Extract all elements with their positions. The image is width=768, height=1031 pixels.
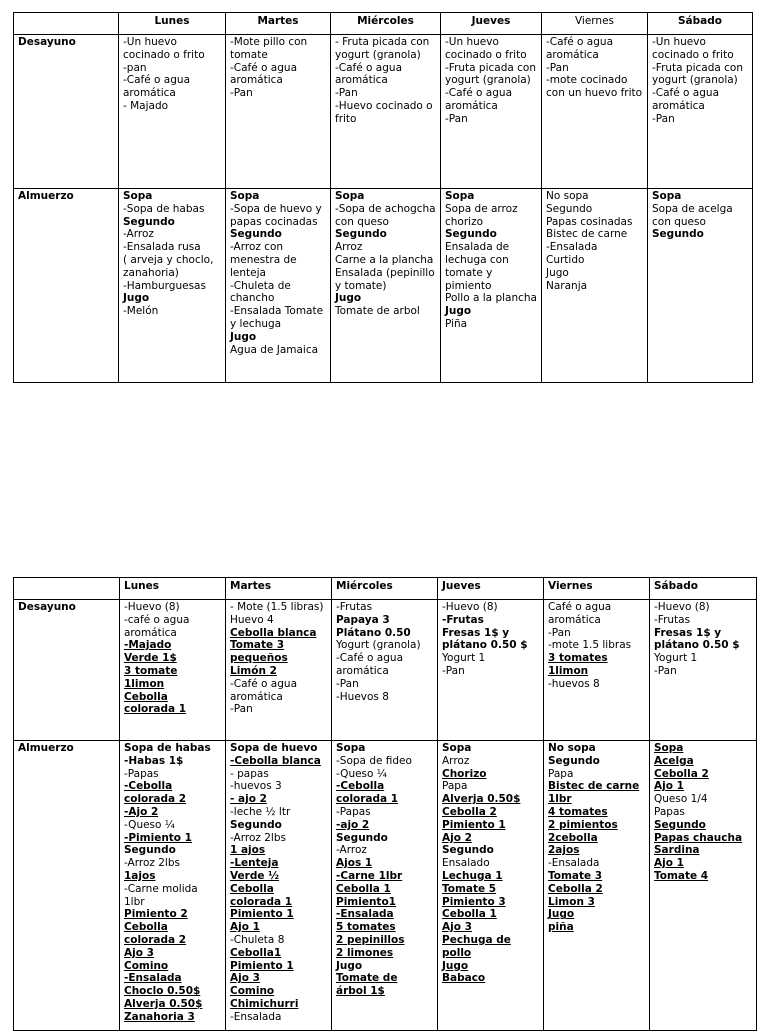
- menu-item: -Habas 1$: [124, 754, 184, 767]
- menu-item: Sopa: [123, 190, 153, 202]
- menu-item: -Pan: [548, 626, 571, 639]
- menu-item: -Ensalada: [548, 857, 600, 870]
- menu-item: -huevos 8: [548, 677, 600, 690]
- menu-item: Piña: [445, 317, 468, 330]
- menu-item: -Pan: [442, 664, 465, 677]
- menu-cell: [120, 741, 226, 1031]
- weekly-menu-table: [13, 12, 753, 383]
- menu-item: Sopa: [654, 742, 684, 754]
- menu-item: No sopa: [546, 190, 589, 202]
- menu-item: -Frutas: [654, 613, 691, 626]
- menu-item: Yogurt 1: [654, 652, 698, 665]
- menu-item: Jugo: [445, 305, 472, 318]
- menu-item: Papas cosinadas: [546, 215, 633, 228]
- menu-item: -Huevo (8): [124, 601, 180, 613]
- meal-row-desayuno: [14, 600, 757, 741]
- menu-cell: [120, 600, 226, 741]
- menu-item: -Frutas: [336, 601, 373, 613]
- menu-item: Papas: [654, 805, 685, 818]
- menu-cell: [648, 189, 753, 383]
- menu-item: Jugo: [335, 292, 362, 305]
- menu-item: Huevo 4: [230, 613, 274, 626]
- menu-item: Choclo 0.50$: [124, 985, 201, 998]
- meal-label: Desayuno: [14, 600, 120, 741]
- menu-item: Sardina: [654, 844, 700, 857]
- menu-item: -Cebolla blanca: [230, 754, 321, 767]
- menu-item: Chimichurri: [230, 997, 299, 1010]
- menu-item: Curtido: [546, 253, 585, 266]
- menu-item: 2cebolla: [548, 831, 598, 844]
- menu-item: Sopa: [336, 742, 366, 754]
- menu-item: Segundo: [124, 844, 176, 857]
- menu-item: -Papas: [336, 805, 371, 818]
- menu-item: -Mote pillo con tomate: [230, 36, 308, 61]
- menu-item: Arroz: [442, 754, 470, 767]
- menu-item: Acelga: [654, 754, 694, 767]
- menu-cell: [441, 189, 542, 383]
- day-header-jueves: Jueves: [438, 578, 544, 600]
- menu-item: 2 pepinillos: [336, 933, 405, 946]
- menu-item: Limon 3: [548, 895, 595, 908]
- menu-item: -huevos 3: [230, 780, 282, 793]
- menu-item: Pechuga de: [442, 933, 511, 946]
- day-header-miercoles: Miércoles: [332, 578, 438, 600]
- menu-item: -Sopa de fideo: [336, 754, 412, 767]
- menu-item: Cebolla: [124, 921, 168, 934]
- day-header-lunes: Lunes: [119, 13, 226, 35]
- menu-item: Ajo 1: [654, 780, 684, 793]
- meal-label: Almuerzo: [14, 741, 120, 1031]
- menu-item: Zanahoria 3: [124, 1010, 195, 1023]
- menu-cell: [438, 600, 544, 741]
- menu-item: Yogurt (granola): [336, 639, 421, 652]
- menu-item: -Pimiento 1: [124, 831, 192, 844]
- menu-item: 1lbr: [548, 793, 572, 806]
- menu-item: -Arroz con menestra de lenteja: [230, 241, 297, 279]
- menu-item: Pimiento 3: [442, 895, 506, 908]
- menu-item: -Pan: [230, 87, 253, 100]
- menu-item: Sopa: [445, 190, 475, 202]
- menu-item: Cebolla 1: [336, 882, 391, 895]
- menu-cell: [542, 35, 648, 189]
- menu-item: Limón 2: [230, 664, 277, 677]
- menu-item: -Cebolla: [336, 780, 385, 793]
- menu-item: -Fruta picada con yogurt (granola): [652, 61, 744, 87]
- menu-item: -Café o agua aromática: [546, 36, 613, 61]
- day-header-viernes: Viernes: [544, 578, 650, 600]
- meal-label: Almuerzo: [14, 189, 119, 383]
- menu-item: -pan: [123, 61, 147, 74]
- menu-item: -Pan: [230, 703, 253, 716]
- header-row: [14, 578, 757, 600]
- menu-item: -mote 1.5 libras: [548, 639, 632, 652]
- menu-item: No sopa: [548, 742, 596, 754]
- menu-item: -Carne molida 1lbr: [124, 882, 198, 908]
- menu-item: Carne a la plancha: [335, 253, 434, 266]
- menu-item: -Pan: [336, 677, 359, 690]
- menu-item: Pollo a la plancha: [445, 292, 537, 305]
- menu-item: -Pan: [335, 87, 358, 100]
- menu-item: -Arroz 2lbs: [124, 857, 180, 870]
- menu-item: colorada 1: [124, 703, 187, 716]
- menu-item: - Mote (1.5 libras): [230, 601, 324, 613]
- menu-item: 1limon: [124, 677, 165, 690]
- menu-cell: [332, 600, 438, 741]
- menu-item: Jugo: [548, 908, 575, 921]
- menu-item: -Lenteja: [230, 857, 279, 870]
- menu-cell: [438, 741, 544, 1031]
- menu-item: Ensalada (pepinillo y tomate): [335, 266, 435, 292]
- day-header-viernes: Viernes: [542, 13, 648, 35]
- menu-item: -Papas: [124, 767, 159, 780]
- menu-cell: [119, 189, 226, 383]
- menu-item: Ajo 2: [442, 831, 472, 844]
- menu-item: Segundo: [230, 818, 282, 831]
- menu-item: -Ajo 2: [124, 805, 159, 818]
- menu-item: Tomate 3: [230, 639, 285, 652]
- menu-item: colorada 1: [230, 895, 293, 908]
- day-header-lunes: Lunes: [120, 578, 226, 600]
- menu-item: Ensalado: [442, 857, 490, 870]
- menu-item: -Un huevo cocinado o frito: [445, 36, 527, 61]
- menu-item: Sopa: [652, 190, 682, 202]
- menu-item: 5 tomates: [336, 921, 396, 934]
- menu-item: -Arroz 2lbs: [230, 831, 286, 844]
- menu-item: -Huevos 8: [336, 690, 389, 703]
- menu-item: Chorizo: [442, 767, 487, 780]
- menu-item: Cebolla 2: [654, 767, 709, 780]
- menu-item: Babaco: [442, 972, 486, 985]
- menu-cell: [650, 741, 757, 1031]
- menu-item: Jugo: [546, 266, 569, 279]
- menu-item: -Arroz: [336, 844, 367, 857]
- menu-item: ( arveja y choclo, zanahoria): [123, 253, 214, 279]
- menu-item: Lechuga 1: [442, 869, 503, 882]
- menu-cell: [226, 35, 331, 189]
- menu-item: Fresas 1$ y plátano 0.50 $: [442, 626, 528, 652]
- menu-item: -Café o agua aromática: [335, 61, 402, 87]
- menu-item: Alverja 0.50$: [124, 997, 203, 1010]
- menu-item: Pimiento 2: [124, 908, 188, 921]
- menu-item: 2 pimientos: [548, 818, 618, 831]
- menu-item: Cebolla blanca: [230, 626, 317, 639]
- menu-cell: [648, 35, 753, 189]
- menu-item: -Fruta picada con yogurt (granola): [445, 61, 537, 87]
- menu-item: -Huevo (8): [442, 601, 498, 613]
- menu-item: colorada 2: [124, 933, 187, 946]
- menu-item: Ajo 3: [442, 921, 472, 934]
- menu-cell: [441, 35, 542, 189]
- meal-label: Desayuno: [14, 35, 119, 189]
- menu-item: Tomate de: [336, 972, 398, 985]
- menu-item: Sopa: [230, 190, 260, 202]
- menu-item: Verde ½: [230, 869, 280, 882]
- menu-cell: [331, 189, 441, 383]
- menu-item: colorada 2: [124, 793, 187, 806]
- menu-cell: [226, 741, 332, 1031]
- menu-item: Agua de Jamaica: [230, 343, 319, 356]
- menu-item: Comino: [124, 959, 169, 972]
- menu-item: Pimiento 1: [230, 959, 294, 972]
- menu-item: Cebolla 2: [442, 805, 497, 818]
- day-header-martes: Martes: [226, 578, 332, 600]
- menu-item: -Ensalada: [546, 241, 598, 254]
- menu-item: Cebolla1: [230, 946, 282, 959]
- menu-item: -Pan: [546, 61, 569, 74]
- menu-item: -Carne 1lbr: [336, 869, 403, 882]
- menu-item: Papa: [442, 780, 468, 793]
- menu-item: 2ajos: [548, 844, 580, 857]
- menu-item: Ajo 1: [654, 857, 684, 870]
- menu-item: Alverja 0.50$: [442, 793, 521, 806]
- menu-item: Comino: [230, 985, 275, 998]
- menu-item: -Melón: [123, 305, 159, 318]
- menu-item: Segundo: [654, 818, 706, 831]
- menu-item: - Fruta picada con yogurt (granola): [335, 36, 430, 61]
- corner-cell: [14, 13, 119, 35]
- menu-item: -Café o agua aromática: [445, 87, 512, 112]
- menu-item: -Queso ¼: [124, 818, 175, 831]
- day-header-miercoles: Miércoles: [331, 13, 441, 35]
- menu-item: Sopa: [335, 190, 365, 202]
- menu-item: -Ensalada rusa: [123, 241, 201, 254]
- menu-item: 2 limones: [336, 946, 394, 959]
- menu-cell: [544, 741, 650, 1031]
- menu-item: Pimiento1: [336, 895, 396, 908]
- menu-cell: [544, 600, 650, 741]
- menu-item: -Huevo cocinado o frito: [335, 99, 433, 125]
- menu-item: -mote cocinado con un huevo frito: [546, 74, 643, 100]
- menu-item: -Sopa de huevo y papas cocinadas: [230, 202, 322, 228]
- menu-item: Segundo: [546, 202, 593, 215]
- menu-item: -Chuleta 8: [230, 933, 285, 946]
- menu-item: -Hamburguesas: [123, 279, 206, 292]
- menu-item: -Pan: [654, 664, 677, 677]
- menu-cell: [226, 189, 331, 383]
- menu-item: -leche ½ ltr: [230, 805, 291, 818]
- menu-cell: [332, 741, 438, 1031]
- menu-item: Papa: [548, 767, 574, 780]
- menu-item: Sopa de arroz chorizo: [445, 202, 518, 228]
- meal-row-almuerzo: [14, 189, 753, 383]
- menu-item: -Café o agua aromática: [652, 87, 719, 112]
- menu-item: Cebolla 1: [442, 908, 497, 921]
- menu-cell: [331, 35, 441, 189]
- menu-item: Papaya 3: [336, 613, 390, 626]
- menu-item: Segundo: [123, 215, 175, 228]
- menu-item: pequeños: [230, 652, 288, 665]
- menu-item: Verde 1$: [124, 652, 177, 665]
- menu-item: Ajos 1: [336, 857, 373, 870]
- menu-item: Segundo: [442, 844, 494, 857]
- menu-item: 4 tomates: [548, 805, 608, 818]
- menu-item: -Cebolla: [124, 780, 173, 793]
- menu-item: Jugo: [442, 959, 469, 972]
- menu-item: -ajo 2: [336, 818, 370, 831]
- menu-item: -Café o agua aromática: [123, 74, 190, 100]
- menu-item: 3 tomates: [548, 652, 608, 665]
- shopping-list-table: [13, 577, 757, 1031]
- menu-item: Bistec de carne: [548, 780, 640, 793]
- menu-item: Pimiento 1: [442, 818, 506, 831]
- menu-item: 1 ajos: [230, 844, 266, 857]
- menu-item: Ensalada de lechuga con tomate y pimiento: [445, 241, 510, 292]
- menu-item: árbol 1$: [336, 985, 385, 998]
- menu-item: Sopa de acelga con queso: [652, 202, 733, 228]
- menu-item: Queso 1/4: [654, 793, 708, 806]
- menu-item: Segundo: [548, 754, 600, 767]
- menu-item: -Un huevo cocinado o frito: [123, 36, 205, 61]
- menu-item: -Pan: [445, 112, 468, 125]
- menu-item: -Sopa de habas: [123, 202, 205, 215]
- menu-item: -Sopa de achogcha con queso: [335, 202, 436, 228]
- menu-item: -Huevo (8): [654, 601, 710, 613]
- menu-item: Plátano 0.50: [336, 626, 411, 639]
- menu-item: Ajo 1: [230, 921, 260, 934]
- menu-item: -Ensalada: [124, 972, 182, 985]
- menu-item: Cebolla: [124, 690, 168, 703]
- menu-item: Segundo: [230, 228, 282, 241]
- menu-cell: [650, 600, 757, 741]
- menu-item: Jugo: [336, 959, 363, 972]
- menu-item: Café o agua aromática: [548, 601, 612, 626]
- menu-item: Segundo: [335, 228, 387, 241]
- menu-item: Jugo: [230, 330, 257, 343]
- menu-item: Jugo: [123, 292, 150, 305]
- menu-item: Sopa de habas: [124, 742, 211, 754]
- menu-item: - papas: [230, 767, 269, 780]
- menu-item: Segundo: [336, 831, 388, 844]
- menu-item: Naranja: [546, 279, 588, 292]
- menu-cell: [226, 600, 332, 741]
- header-row: [14, 13, 753, 35]
- menu-item: -Café o agua aromática: [230, 61, 297, 87]
- menu-item: -café o agua aromática: [124, 613, 190, 639]
- menu-item: Tomate 5: [442, 882, 497, 895]
- menu-item: Arroz: [335, 241, 363, 254]
- menu-item: Tomate 4: [654, 869, 709, 882]
- menu-item: -Ensalada: [336, 908, 394, 921]
- menu-item: -Frutas: [442, 613, 484, 626]
- day-header-sabado: Sábado: [648, 13, 753, 35]
- menu-item: -Café o agua aromática: [336, 652, 403, 677]
- day-header-martes: Martes: [226, 13, 331, 35]
- menu-item: Segundo: [445, 228, 497, 241]
- corner-cell: [14, 578, 120, 600]
- menu-item: Ajo 3: [230, 972, 260, 985]
- menu-item: -Chuleta de chancho: [230, 279, 291, 305]
- menu-item: 1ajos: [124, 869, 156, 882]
- menu-item: Ajo 3: [124, 946, 154, 959]
- menu-item: -Pan: [652, 112, 675, 125]
- menu-item: Tomate 3: [548, 869, 603, 882]
- menu-item: -Ensalada: [230, 1010, 282, 1023]
- menu-item: Segundo: [652, 228, 704, 241]
- menu-item: Sopa de huevo: [230, 742, 318, 754]
- menu-item: -Café o agua aromática: [230, 677, 297, 703]
- menu-cell: [542, 189, 648, 383]
- menu-item: colorada 1: [336, 793, 399, 806]
- menu-item: Sopa: [442, 742, 472, 754]
- menu-item: Pimiento 1: [230, 908, 294, 921]
- menu-item: - ajo 2: [230, 793, 267, 806]
- menu-cell: [119, 35, 226, 189]
- menu-item: Bistec de carne: [546, 228, 628, 241]
- menu-item: -Ensalada Tomate y lechuga: [230, 305, 324, 330]
- meal-row-desayuno: [14, 35, 753, 189]
- menu-item: -Majado: [124, 639, 172, 652]
- menu-item: Cebolla 2: [548, 882, 603, 895]
- menu-item: Tomate de arbol: [335, 305, 420, 318]
- menu-item: - Majado: [123, 99, 169, 112]
- menu-item: -Arroz: [123, 228, 154, 241]
- menu-item: Cebolla: [230, 882, 274, 895]
- menu-item: pollo: [442, 946, 472, 959]
- day-header-jueves: Jueves: [441, 13, 542, 35]
- menu-item: 1limon: [548, 664, 589, 677]
- meal-row-almuerzo: [14, 741, 757, 1031]
- day-header-sabado: Sábado: [650, 578, 757, 600]
- menu-item: Fresas 1$ y plátano 0.50 $: [654, 626, 740, 652]
- menu-item: -Un huevo cocinado o frito: [652, 36, 734, 61]
- menu-item: Yogurt 1: [442, 652, 486, 665]
- menu-item: 3 tomate: [124, 664, 178, 677]
- menu-item: Papas chaucha: [654, 831, 743, 844]
- menu-item: piña: [548, 921, 574, 934]
- menu-item: -Queso ¼: [336, 767, 387, 780]
